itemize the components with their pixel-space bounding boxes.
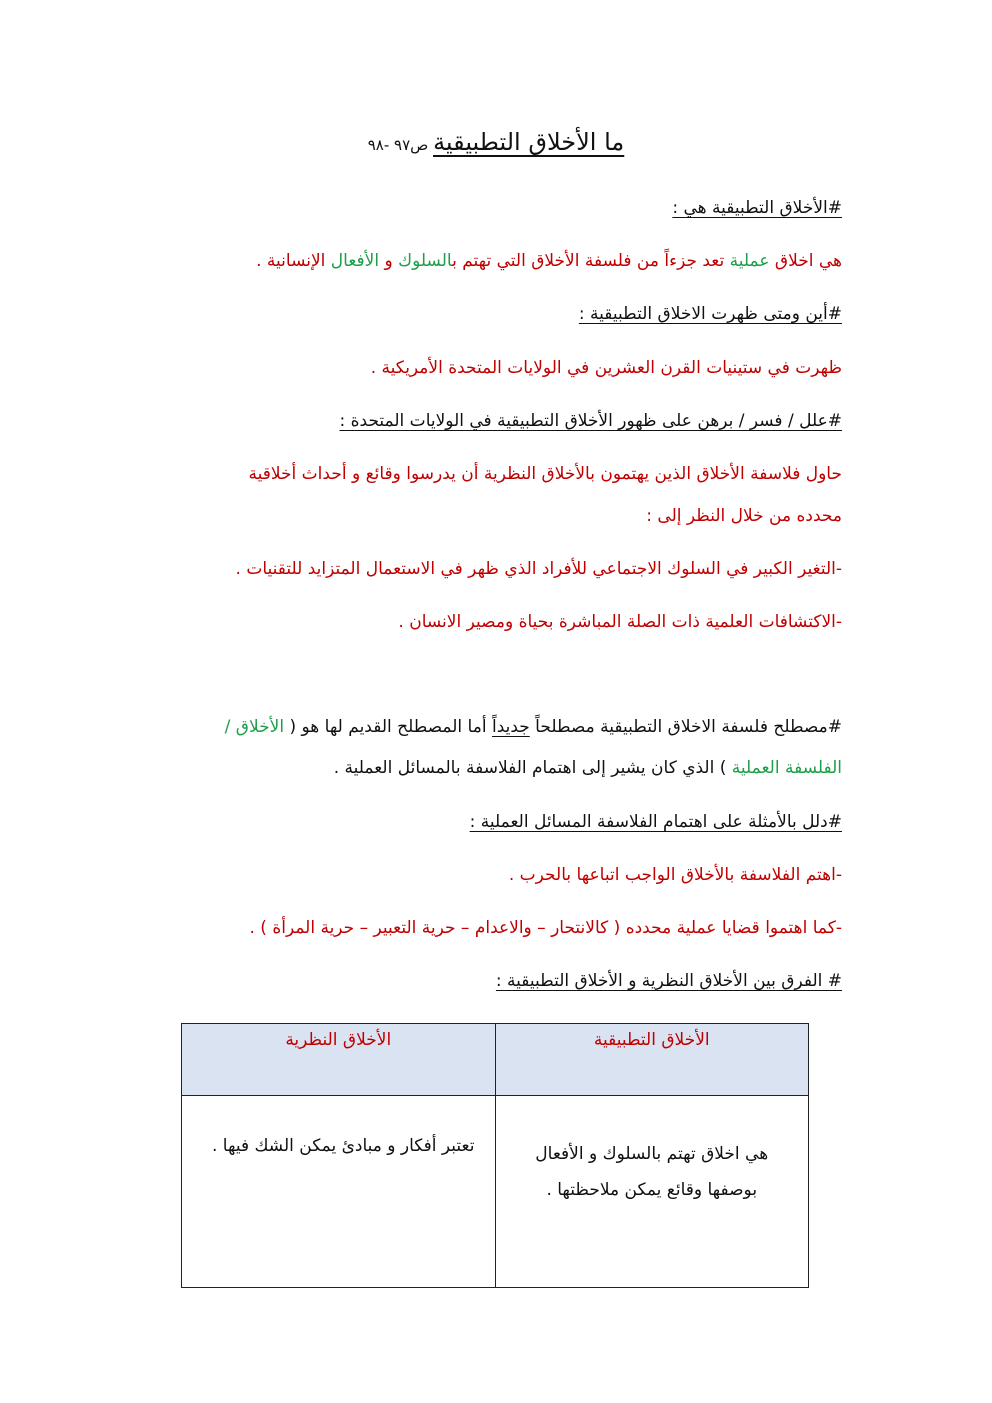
examples-heading: #دلل بالأمثلة على اهتمام الفلاسفة المسائل العملية : [469, 812, 842, 832]
reasons-heading: #علل / فسر / برهن على ظهور الأخلاق التطبيقية في الولايات المتحدة : [339, 411, 842, 431]
origin-answer: ظهرت في ستينيات القرن العشرين في الولايات المتحدة الأمريكية . [370, 358, 842, 378]
reasons-bullet-2: -الاكتشافات العلمية ذات الصلة المباشرة بحياة ومصير الانسان . [398, 612, 842, 632]
definition-heading: #الأخلاق التطبيقية هي : [672, 198, 842, 218]
applied-line-1: هي اخلاق تهتم بالسلوك و الأفعال [535, 1144, 769, 1164]
term-old-name: الفلسفة العملية [731, 758, 842, 778]
applied-line-2: بوصفها وقائع يمكن ملاحظتها . [546, 1180, 758, 1200]
table-cell-applied [495, 1096, 809, 1288]
reasons-line-2: محدده من خلال النظر إلى : [646, 506, 842, 526]
table-cell-theoretical: تعتبر أفكار و مبادئ يمكن الشك فيها . [182, 1096, 496, 1288]
term-old-name: الأخلاق / [224, 717, 285, 737]
reasons-line-1: حاول فلاسفة الأخلاق الذين يهتمون بالأخلاق النظرية أن يدرسوا وقائع و أحداث أخلاقية [248, 464, 842, 484]
term-text: #مصطلح فلسفة الاخلاق التطبيقية مصطلحاً [529, 717, 842, 737]
definition-part: عملية [729, 251, 770, 271]
examples-bullet-2: -كما اهتموا قضايا عملية محدده ( كالانتحار – والاعدام – حرية التعبير – حرية المرأة ) . [249, 918, 842, 938]
page-title [0, 128, 992, 156]
title-pages: ص٩٧ -٩٨ [367, 136, 434, 154]
definition-text [256, 249, 842, 273]
difference-heading: # الفرق بين الأخلاق النظرية و الأخلاق التطبيقية : [495, 971, 842, 991]
table-header-row [182, 1024, 809, 1096]
term-text: أما المصطلح القديم لها هو ( [284, 717, 492, 737]
term-text: ) الذي كان يشير إلى اهتمام الفلاسفة بالمسائل العملية . [333, 758, 732, 778]
definition-part: هي اخلاق [769, 251, 842, 271]
definition-part: و [379, 251, 399, 271]
definition-part: الإنسانية . [256, 251, 331, 271]
term-line-2 [334, 756, 842, 780]
definition-part: الأفعال [330, 251, 380, 271]
definition-part: تعد جزءاً من فلسفة الأخلاق التي تهتم ب [452, 251, 730, 271]
examples-bullet-1: -اهتم الفلاسفة بالأخلاق الواجب اتباعها بالحرب . [508, 865, 842, 885]
title-main: ما الأخلاق التطبيقية [433, 128, 625, 156]
definition-part: السلوك [398, 251, 453, 271]
table-row [182, 1096, 809, 1288]
term-line-1 [225, 715, 842, 739]
origin-heading: #أين ومتى ظهرت الاخلاق التطبيقية : [578, 304, 842, 324]
term-underlined-word: جديداً [491, 717, 530, 737]
reasons-bullet-1: -التغير الكبير في السلوك الاجتماعي للأفراد الذي ظهر في الاستعمال المتزايد للتقنيات . [235, 559, 842, 579]
table-header-theoretical: الأخلاق النظرية [182, 1024, 496, 1096]
table-header-applied: الأخلاق التطبيقية [495, 1024, 809, 1096]
comparison-table [181, 1023, 809, 1288]
